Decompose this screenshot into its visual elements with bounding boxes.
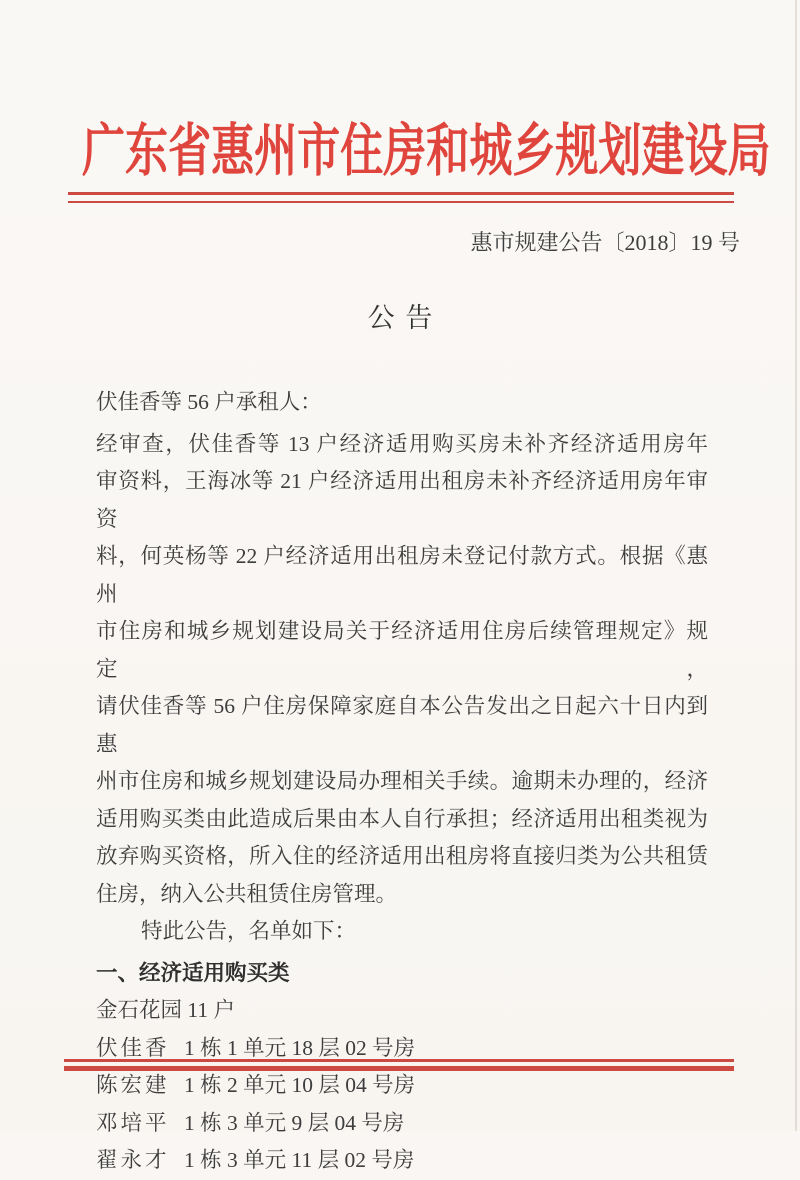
household-address: 1 栋 1 单元 18 层 02 号房: [184, 1035, 416, 1060]
paragraph-line: 适用购买类由此造成后果由本人自行承担；经济适用出租类视为: [96, 806, 708, 831]
household-address: 1 栋 3 单元 11 层 02 号房: [184, 1148, 415, 1172]
household-list: [96, 1030, 708, 1180]
household-entry: [96, 1067, 708, 1105]
scan-page-edge: [795, 0, 797, 1131]
footer-double-rule: [64, 1059, 734, 1071]
notice-title: 公 告: [367, 303, 433, 333]
salutation-line: 伏佳香等 56 户承租人：: [96, 390, 322, 414]
household-entry: [96, 1105, 708, 1143]
issuing-authority-title: 广东省惠州市住房和城乡规划建设局: [82, 120, 771, 183]
paragraph-line: 料，何英杨等 22 户经济适用出租房未登记付款方式。根据《惠州: [96, 544, 708, 606]
household-entry: [96, 1142, 708, 1180]
household-address: 1 栋 3 单元 9 层 04 号房: [184, 1110, 405, 1135]
document-number: 惠市规建公告〔2018〕19 号: [470, 230, 740, 255]
household-name: 陈宏建: [96, 1073, 170, 1097]
household-name: 翟永才: [96, 1148, 170, 1172]
paragraph-line: 请伏佳香等 56 户住房保障家庭自本公告发出之日起六十日内到惠: [96, 694, 708, 756]
section-heading-purchase-category: 一、经济适用购买类: [96, 960, 290, 985]
paragraph-line: 住房，纳入公共租赁住房管理。: [96, 881, 398, 906]
household-address: 1 栋 2 单元 10 层 04 号房: [184, 1073, 416, 1097]
paragraph-line: 市住房和城乡规划建设局关于经济适用住房后续管理规定》规定，: [96, 619, 708, 681]
household-name: 邓培平: [96, 1110, 170, 1135]
paragraph-line: 放弃购买资格，所入住的经济适用出租房将直接归类为公共租赁: [96, 844, 708, 868]
closing-line: 特此公告，名单如下：: [141, 919, 357, 943]
body-paragraph: [96, 426, 708, 914]
paragraph-line: 审资料，王海冰等 21 户经济适用出租房未补齐经济适用房年审资: [96, 469, 708, 531]
paragraph-line: 州市住房和城乡规划建设局办理相关手续。逾期未办理的，经济: [96, 769, 708, 793]
paragraph-line: 经审查，伏佳香等 13 户经济适用购买房未补齐经济适用房年: [96, 431, 708, 456]
header-double-rule: [68, 192, 734, 203]
household-name: 伏佳香: [96, 1035, 170, 1060]
community-line: 金石花园 11 户: [96, 998, 235, 1022]
